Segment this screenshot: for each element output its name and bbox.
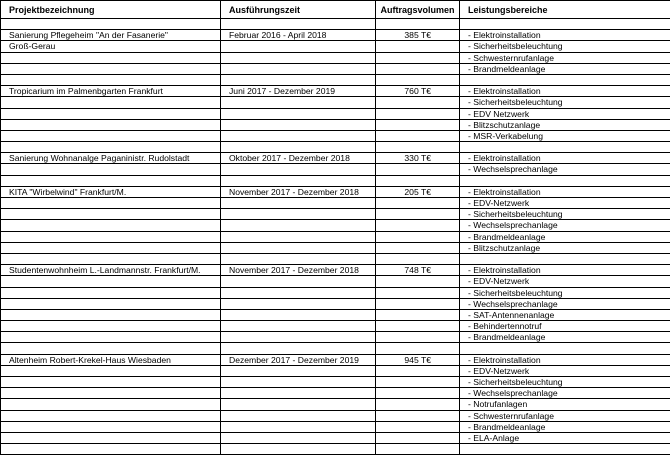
- table-row: [1, 231, 670, 242]
- empty-cell: [1, 19, 221, 30]
- service-item: - EDV-Netzwerk: [460, 198, 670, 209]
- empty-cell: [1, 298, 221, 309]
- empty-cell: [376, 52, 460, 63]
- empty-cell: [221, 97, 376, 108]
- empty-cell: [460, 253, 670, 264]
- table-row: [1, 209, 670, 220]
- empty-cell: [1, 365, 221, 376]
- empty-cell: [221, 175, 376, 186]
- empty-cell: [221, 231, 376, 242]
- service-item: - EDV-Netzwerk: [460, 276, 670, 287]
- empty-cell: [376, 19, 460, 30]
- service-item: - Sicherheitsbeleuchtung: [460, 287, 670, 298]
- project-period: November 2017 - Dezember 2018: [221, 265, 376, 276]
- table-row: [1, 265, 670, 276]
- empty-cell: [376, 220, 460, 231]
- service-item: - Blitzschutzanlage: [460, 119, 670, 130]
- spacer-row: [1, 142, 670, 153]
- service-item: - Brandmeldeanlage: [460, 63, 670, 74]
- project-period: Februar 2016 - April 2018: [221, 30, 376, 41]
- empty-cell: [376, 399, 460, 410]
- empty-cell: [376, 74, 460, 85]
- table-row: [1, 63, 670, 74]
- empty-cell: [376, 231, 460, 242]
- project-name: KITA "Wirbelwind" Frankfurt/M.: [1, 186, 221, 197]
- service-item: - Elektroinstallation: [460, 265, 670, 276]
- empty-cell: [376, 309, 460, 320]
- empty-cell: [221, 399, 376, 410]
- empty-cell: [376, 287, 460, 298]
- table-row: [1, 410, 670, 421]
- empty-cell: [1, 309, 221, 320]
- service-item: - Wechselsprechanlage: [460, 164, 670, 175]
- table-row: [1, 220, 670, 231]
- table-row: [1, 365, 670, 376]
- table-row: [1, 52, 670, 63]
- table-row: [1, 377, 670, 388]
- table-row: [1, 119, 670, 130]
- empty-cell: [376, 377, 460, 388]
- empty-cell: [376, 421, 460, 432]
- spacer-row: [1, 253, 670, 264]
- table-row: [1, 298, 670, 309]
- service-item: - Elektroinstallation: [460, 354, 670, 365]
- empty-cell: [460, 19, 670, 30]
- empty-cell: [376, 432, 460, 443]
- project-period: Oktober 2017 - Dezember 2018: [221, 153, 376, 164]
- empty-cell: [376, 119, 460, 130]
- project-name: Tropicarium im Palmenbgarten Frankfurt: [1, 86, 221, 97]
- empty-cell: [221, 309, 376, 320]
- spacer-row: [1, 19, 670, 30]
- service-item: - Sicherheitsbeleuchtung: [460, 41, 670, 52]
- project-volume: 760 T€: [376, 86, 460, 97]
- empty-cell: [221, 220, 376, 231]
- spacer-row: [1, 343, 670, 354]
- empty-cell: [376, 365, 460, 376]
- empty-cell: [221, 19, 376, 30]
- service-item: - Sicherheitsbeleuchtung: [460, 377, 670, 388]
- header-row: [1, 1, 670, 19]
- service-item: - Brandmeldeanlage: [460, 421, 670, 432]
- project-volume: 330 T€: [376, 153, 460, 164]
- table-row: [1, 354, 670, 365]
- service-item: - Schwesternrufanlage: [460, 410, 670, 421]
- empty-cell: [460, 444, 670, 455]
- empty-cell: [1, 287, 221, 298]
- spacer-row: [1, 74, 670, 85]
- empty-cell: [460, 175, 670, 186]
- table-row: [1, 287, 670, 298]
- service-item: - Elektroinstallation: [460, 86, 670, 97]
- empty-cell: [221, 108, 376, 119]
- empty-cell: [221, 444, 376, 455]
- table-row: [1, 421, 670, 432]
- service-item: - Blitzschutzanlage: [460, 242, 670, 253]
- project-name: Sanierung Wohnanalge Paganinistr. Rudolstadt: [1, 153, 221, 164]
- table-row: [1, 186, 670, 197]
- table-row: [1, 108, 670, 119]
- empty-cell: [1, 97, 221, 108]
- service-item: - Brandmeldeanlage: [460, 231, 670, 242]
- table-row: [1, 164, 670, 175]
- service-item: - Sicherheitsbeleuchtung: [460, 97, 670, 108]
- service-item: - Behindertennotruf: [460, 321, 670, 332]
- service-item: - Wechselsprechanlage: [460, 298, 670, 309]
- empty-cell: [376, 108, 460, 119]
- empty-cell: [376, 388, 460, 399]
- empty-cell: [1, 421, 221, 432]
- empty-cell: [376, 410, 460, 421]
- empty-cell: [376, 444, 460, 455]
- empty-cell: [1, 343, 221, 354]
- service-item: - EDV-Netzwerk: [460, 365, 670, 376]
- empty-cell: [376, 242, 460, 253]
- header-services: Leistungsbereiche: [460, 1, 670, 19]
- empty-cell: [1, 242, 221, 253]
- empty-cell: [1, 175, 221, 186]
- empty-cell: [376, 298, 460, 309]
- header-volume: Auftragsvolumen: [376, 1, 460, 19]
- empty-cell: [376, 63, 460, 74]
- table-row: [1, 276, 670, 287]
- empty-cell: [1, 444, 221, 455]
- empty-cell: [1, 130, 221, 141]
- empty-cell: [221, 164, 376, 175]
- empty-cell: [221, 74, 376, 85]
- empty-cell: [1, 198, 221, 209]
- empty-cell: [376, 130, 460, 141]
- table-row: [1, 41, 670, 52]
- empty-cell: [221, 52, 376, 63]
- table-row: [1, 309, 670, 320]
- empty-cell: [1, 52, 221, 63]
- service-item: - Sicherheitsbeleuchtung: [460, 209, 670, 220]
- empty-cell: [1, 164, 221, 175]
- table-body: [1, 19, 670, 455]
- empty-cell: [376, 321, 460, 332]
- project-volume: 748 T€: [376, 265, 460, 276]
- empty-cell: [221, 298, 376, 309]
- project-name: Altenheim Robert-Krekel-Haus Wiesbaden: [1, 354, 221, 365]
- empty-cell: [221, 343, 376, 354]
- empty-cell: [221, 377, 376, 388]
- empty-cell: [1, 332, 221, 343]
- table-row: [1, 30, 670, 41]
- table-row: [1, 321, 670, 332]
- empty-cell: [376, 142, 460, 153]
- table-row: [1, 97, 670, 108]
- table-row: [1, 242, 670, 253]
- empty-cell: [376, 175, 460, 186]
- header-project: Projektbezeichnung: [1, 1, 221, 19]
- empty-cell: [221, 410, 376, 421]
- empty-cell: [376, 253, 460, 264]
- table-row: [1, 399, 670, 410]
- table-row: [1, 130, 670, 141]
- table-row: [1, 198, 670, 209]
- empty-cell: [221, 332, 376, 343]
- empty-cell: [1, 220, 221, 231]
- service-item: - Elektroinstallation: [460, 186, 670, 197]
- empty-cell: [376, 164, 460, 175]
- empty-cell: [221, 321, 376, 332]
- empty-cell: [1, 399, 221, 410]
- project-volume: 385 T€: [376, 30, 460, 41]
- empty-cell: [221, 142, 376, 153]
- project-name: Studentenwohnheim L.-Landmannstr. Frankfurt/M.: [1, 265, 221, 276]
- empty-cell: [1, 432, 221, 443]
- empty-cell: [1, 209, 221, 220]
- empty-cell: [460, 142, 670, 153]
- empty-cell: [221, 365, 376, 376]
- empty-cell: [1, 276, 221, 287]
- empty-cell: [376, 332, 460, 343]
- empty-cell: [376, 41, 460, 52]
- empty-cell: [1, 388, 221, 399]
- empty-cell: [221, 242, 376, 253]
- service-item: - Wechselsprechanlage: [460, 220, 670, 231]
- empty-cell: [221, 388, 376, 399]
- empty-cell: [221, 209, 376, 220]
- empty-cell: [221, 63, 376, 74]
- project-period: Juni 2017 - Dezember 2019: [221, 86, 376, 97]
- empty-cell: [376, 97, 460, 108]
- empty-cell: [376, 343, 460, 354]
- empty-cell: [1, 142, 221, 153]
- spacer-row: [1, 444, 670, 455]
- empty-cell: [221, 421, 376, 432]
- header-period: Ausführungszeit: [221, 1, 376, 19]
- service-item: - Wechselsprechanlage: [460, 388, 670, 399]
- empty-cell: [1, 377, 221, 388]
- service-item: - Schwesternrufanlage: [460, 52, 670, 63]
- project-volume: 945 T€: [376, 354, 460, 365]
- empty-cell: [1, 231, 221, 242]
- empty-cell: [221, 198, 376, 209]
- project-name: Sanierung Pflegeheim "An der Fasanerie": [1, 30, 221, 41]
- empty-cell: [221, 276, 376, 287]
- empty-cell: [460, 343, 670, 354]
- empty-cell: [1, 253, 221, 264]
- project-volume: 205 T€: [376, 186, 460, 197]
- table-row: [1, 432, 670, 443]
- project-period: November 2017 - Dezember 2018: [221, 186, 376, 197]
- empty-cell: [1, 108, 221, 119]
- empty-cell: [221, 253, 376, 264]
- empty-cell: [221, 287, 376, 298]
- empty-cell: [1, 63, 221, 74]
- empty-cell: [376, 276, 460, 287]
- service-item: - Elektroinstallation: [460, 30, 670, 41]
- service-item: - Notrufanlagen: [460, 399, 670, 410]
- empty-cell: [1, 410, 221, 421]
- service-item: - MSR-Verkabelung: [460, 130, 670, 141]
- empty-cell: [376, 209, 460, 220]
- empty-cell: [1, 74, 221, 85]
- empty-cell: [221, 119, 376, 130]
- service-item: - ELA-Anlage: [460, 432, 670, 443]
- project-period: Dezember 2017 - Dezember 2019: [221, 354, 376, 365]
- table-row: [1, 332, 670, 343]
- project-name: Groß-Gerau: [1, 41, 221, 52]
- table-row: [1, 153, 670, 164]
- service-item: - Elektroinstallation: [460, 153, 670, 164]
- spacer-row: [1, 175, 670, 186]
- table-row: [1, 86, 670, 97]
- empty-cell: [376, 198, 460, 209]
- service-item: - SAT-Antennenanlage: [460, 309, 670, 320]
- empty-cell: [460, 74, 670, 85]
- empty-cell: [1, 119, 221, 130]
- empty-cell: [221, 41, 376, 52]
- empty-cell: [221, 130, 376, 141]
- service-item: - EDV Netzwerk: [460, 108, 670, 119]
- service-item: - Brandmeldeanlage: [460, 332, 670, 343]
- table-row: [1, 388, 670, 399]
- empty-cell: [221, 432, 376, 443]
- empty-cell: [1, 321, 221, 332]
